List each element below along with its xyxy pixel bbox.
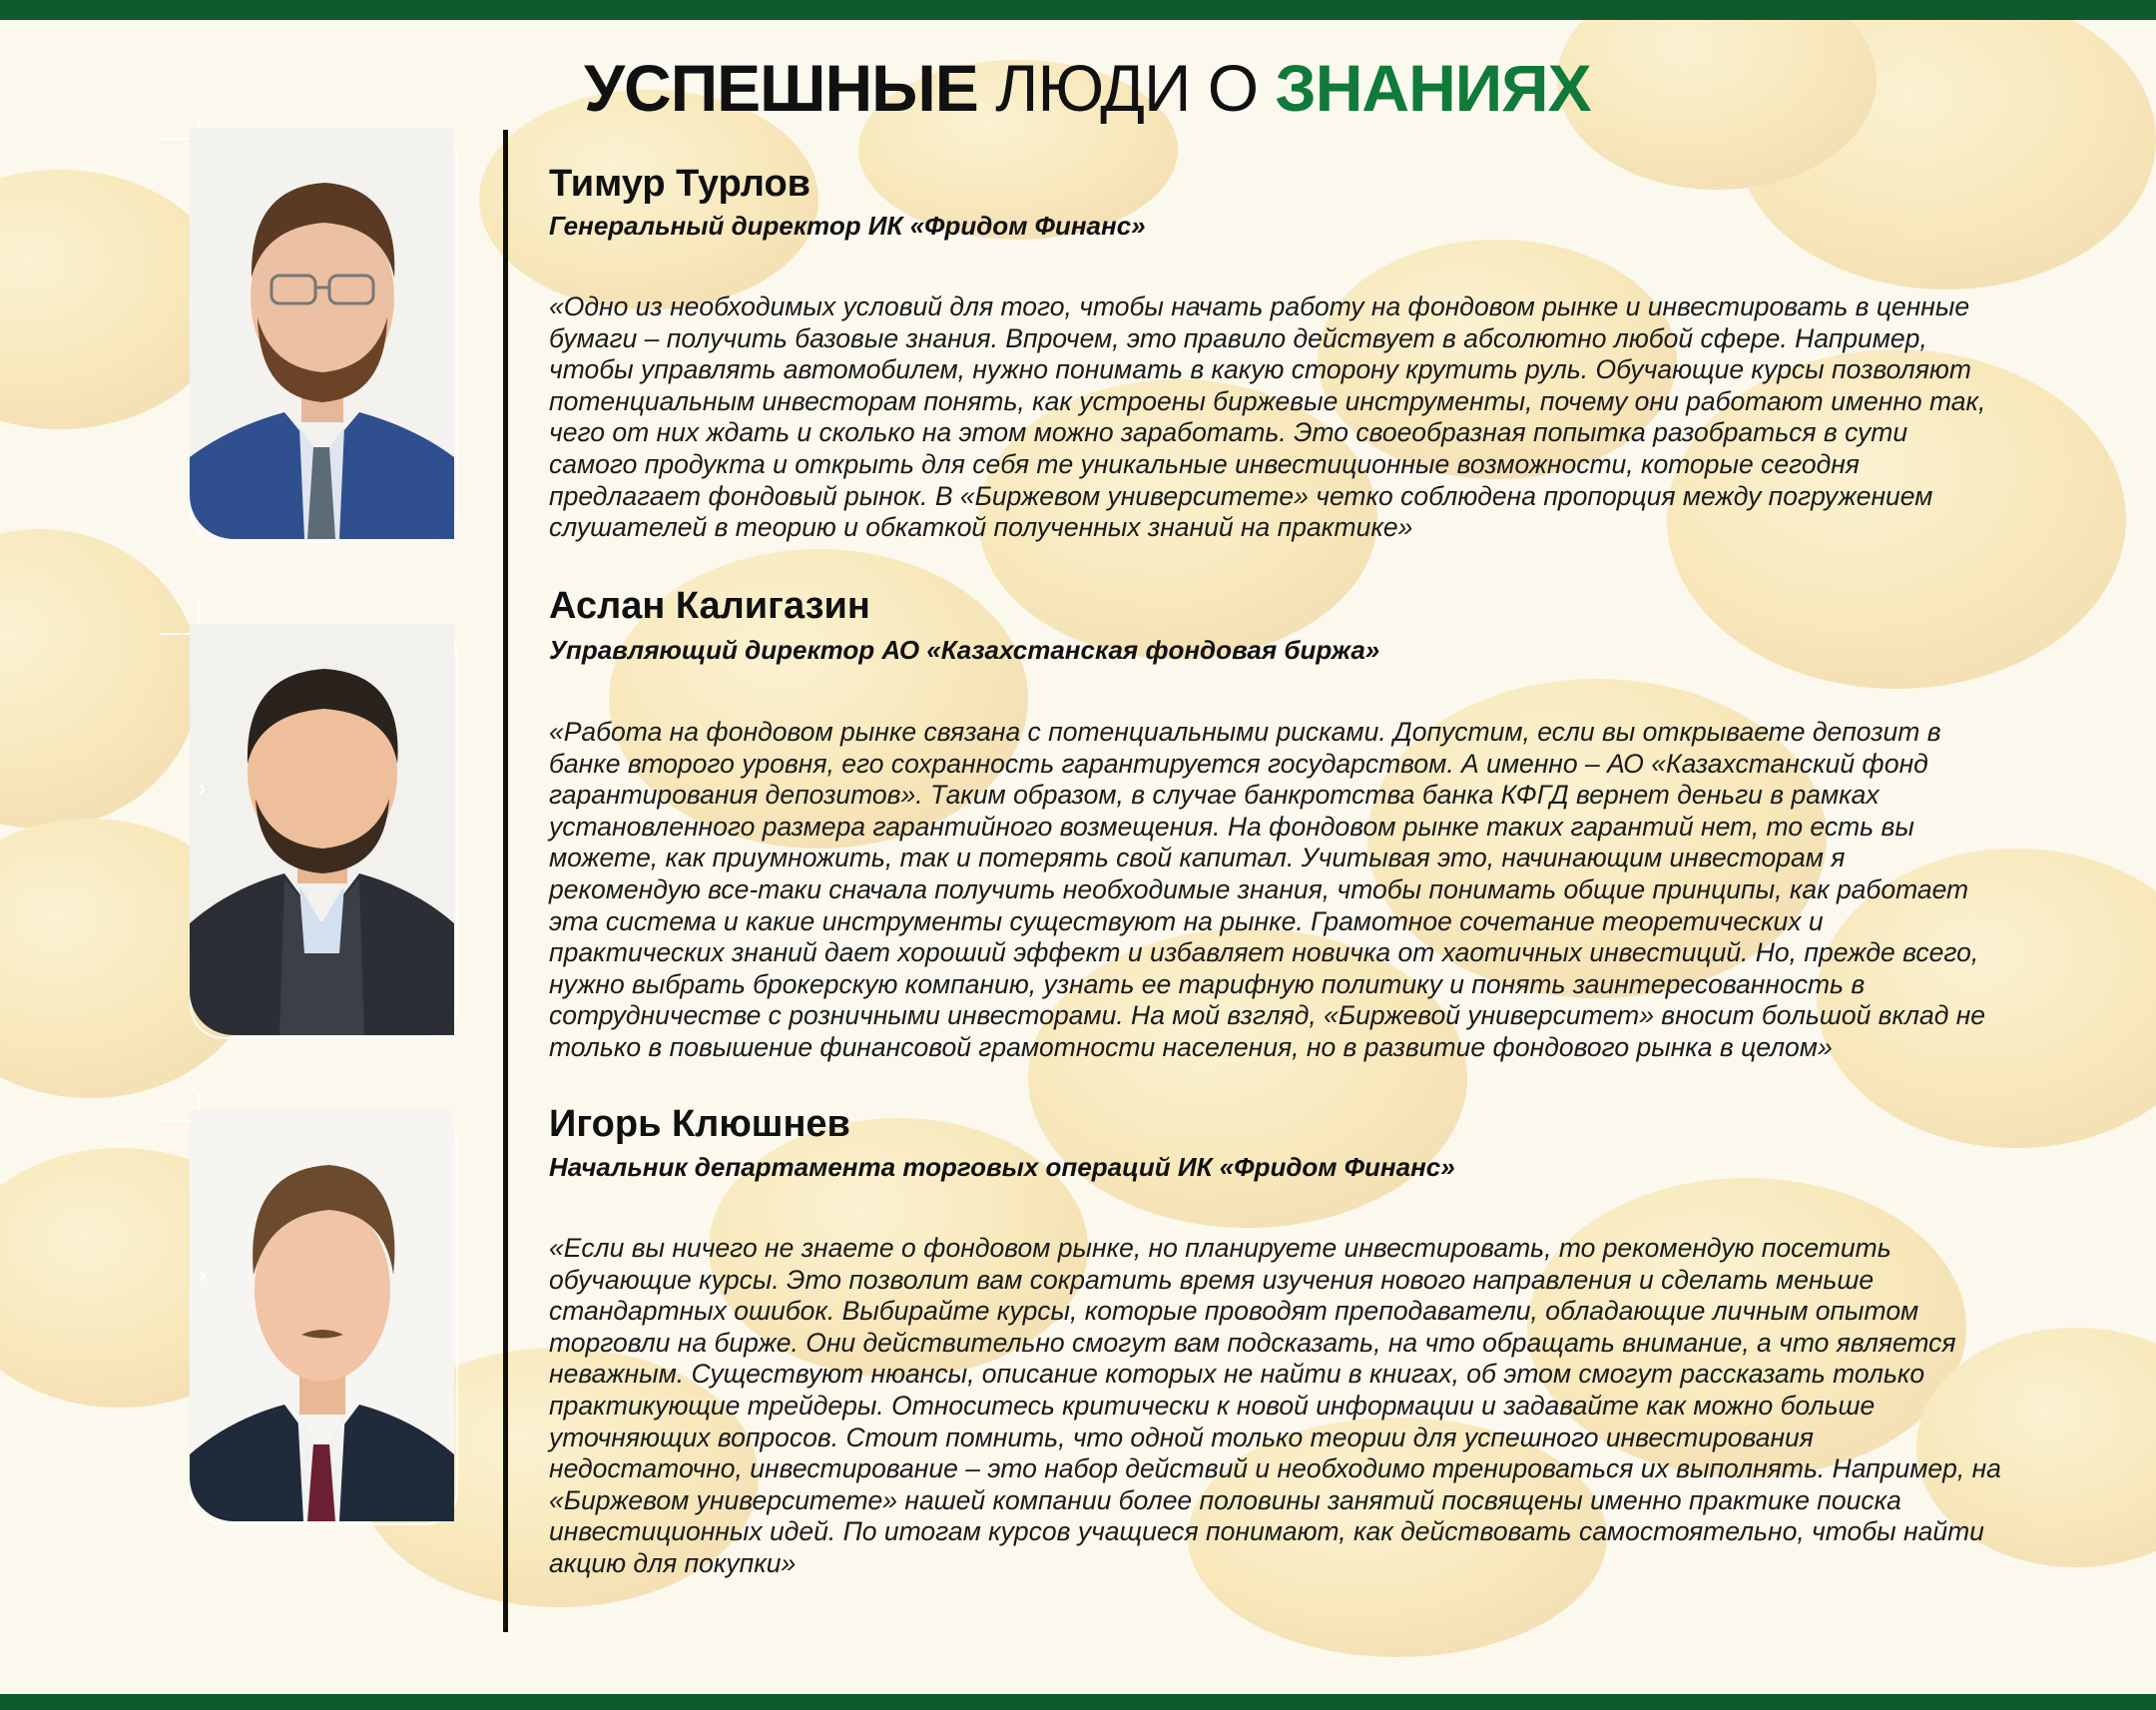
- bottom-frame-bar: [0, 1694, 2156, 1710]
- page-title: [584, 48, 1981, 128]
- person-quote: «Работа на фондовом рынке связана с потенциальными рисками. Допустим, если вы открываете депозит в банке второго уровня, его сохранность гарантируется государством. А именно – АО «Казахстанский фонд гарантирования депозитов». Таким образом, в случае банкротства банка КФГД вернет деньги в рамках установленного размера гарантийного возмещения. На фондовом рынке таких гарантий нет, то есть вы можете, как приумножить, так и потерять свой капитал. Учитывая это, начинающим инвесторам я рекомендую все-таки сначала получить необходимые знания, чтобы понимать общие принципы, как работает эта система и какие инструменты существуют на рынке. Грамотное сочетание теоретических и практических знаний дает хороший эффект и избавляет новичка от хаотичных инвестиций. Но, прежде всего, нужно выбрать брокерскую компанию, узнать ее тарифную политику и понять заинтересованность в сотрудничестве с розничными инвесторами. На мой взгляд, «Биржевой университет» вносит большой вклад не только в повышение финансовой грамотности населения, но в развитие фондового рынка в целом»: [549, 717, 1986, 1062]
- portrait-photo-icon: [190, 624, 454, 1035]
- portrait-photo-icon: [190, 128, 454, 539]
- top-frame-bar: [0, 0, 2156, 20]
- chevron-right-icon: ›: [198, 773, 207, 803]
- person-role: Начальник департамента торговых операций ИК «Фридом Финанс»: [549, 1152, 1455, 1182]
- person-name: Игорь Клюшнев: [549, 1103, 850, 1145]
- person-role: Управляющий директор АО «Казахстанская фондовая биржа»: [549, 635, 1380, 665]
- portrait-photo-1: [190, 128, 454, 539]
- title-word-successful: УСПЕШНЫЕ: [584, 51, 978, 125]
- person-quote: «Одно из необходимых условий для того, чтобы начать работу на фондовом рынке и инвестировать в ценные бумаги – получить базовые знания. Впрочем, это правило действует в абсолютно любой сфере. Например, чтобы управлять автомобилем, нужно понимать в какую сторону крутить руль. Обучающие курсы позволяют потенциальным инвесторам понять, как устроены биржевые инструменты, почему они работают именно так, чего от них ждать и сколько на этом можно заработать. Это своеобразная попытка разобраться в сути самого продукта и открыть для себя те уникальные инвестиционные возможности, которые сегодня предлагает фондовый рынок. В «Биржевом университете» четко соблюдена пропорция между погружением слушателей в теорию и обкаткой полученных знаний на практике»: [549, 291, 1986, 543]
- title-word-people: ЛЮДИ О: [995, 51, 1259, 125]
- chevron-right-icon: ›: [198, 1260, 207, 1290]
- portrait-photo-2: [190, 624, 454, 1035]
- portrait-photo-icon: [190, 1110, 454, 1521]
- person-role: Генеральный директор ИК «Фридом Финанс»: [549, 211, 1146, 241]
- vertical-divider: [503, 130, 508, 1632]
- portrait-photo-3: [190, 1110, 454, 1521]
- person-quote: «Если вы ничего не знаете о фондовом рынке, но планируете инвестировать, то рекомендую посетить обучающие курсы. Это позволит вам сократить время изучения нового направления и сделать меньше стандартных ошибок. Выбирайте курсы, которые проводят преподаватели, обладающие личным опытом торговли на бирже. Они действительно смогут вам подсказать, на что обращать внимание, а что является неважным. Существуют нюансы, описание которых не найти в книгах, об этом смогут рассказать только практикующие трейдеры. Относитесь критически к новой информации и задавайте как можно больше уточняющих вопросов. Стоит помнить, что одной только теории для успешного инвестирования недостаточно, инвестирование – это набор действий и необходимо тренироваться их выполнять. Например, на «Биржевом университете» нашей компании более половины занятий посвящены именно практике поиска инвестиционных идей. По итогам курсов учащиеся понимают, как действовать самостоятельно, чтобы найти акцию для покупки»: [549, 1233, 2001, 1578]
- title-word-knowledge: ЗНАНИЯХ: [1275, 51, 1591, 125]
- person-name: Аслан Калигазин: [549, 585, 870, 627]
- person-name: Тимур Турлов: [549, 163, 811, 205]
